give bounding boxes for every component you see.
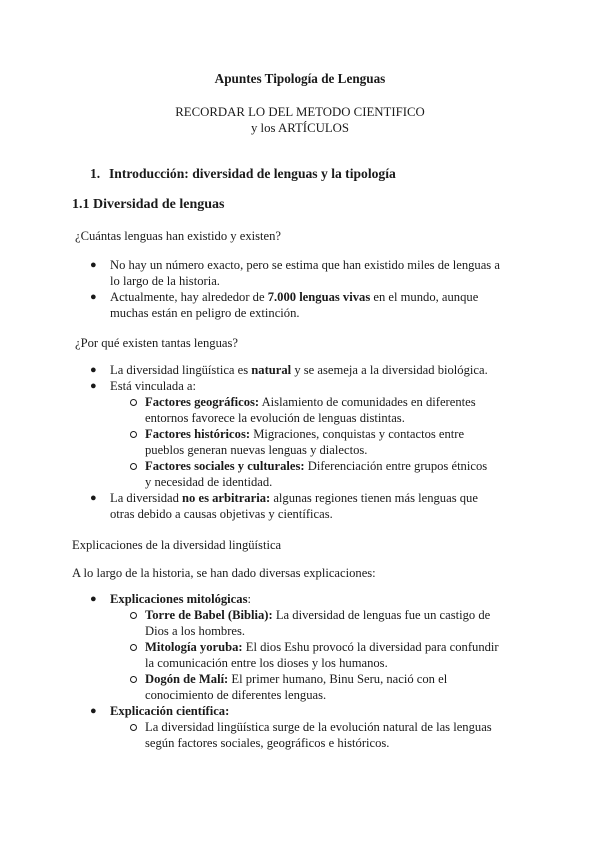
bullet-icon: ● <box>90 364 97 376</box>
q2-bullet-3-line-2: otras debido a causas objetivas y científicas. <box>110 507 333 521</box>
question-2: ¿Por qué existen tantas lenguas? <box>75 336 238 350</box>
q2-bullet-2: Está vinculada a: <box>110 379 197 393</box>
q1-bullet-2-line-2: muchas están en peligro de extinción. <box>110 306 300 320</box>
mythological-heading: Explicaciones mitológicas: <box>110 592 251 606</box>
q2-sub-3-line-1: Factores sociales y culturales: Diferenciación entre grupos étnicos <box>145 459 488 473</box>
q2-bullet-3-line-1: La diversidad no es arbitraria: algunas regiones tienen más lenguas que <box>110 491 478 505</box>
q2-bullet-1: La diversidad lingüística es natural y se asemeja a la diversidad biológica. <box>110 363 488 377</box>
question-1: ¿Cuántas lenguas han existido y existen? <box>75 229 281 243</box>
myth-sub-3-line-1: Dogón de Malí: El primer humano, Binu Seru, nació con el <box>145 672 448 686</box>
myth-sub-2-line-1: Mitología yoruba: El dios Eshu provocó la diversidad para confundir <box>145 640 499 654</box>
q1-bullet-2-line-1: Actualmente, hay alrededor de 7.000 lenguas vivas en el mundo, aunque <box>110 290 479 304</box>
q2-sub-1-line-1: Factores geográficos: Aislamiento de comunidades en diferentes <box>145 395 476 409</box>
scientific-heading: Explicación científica: <box>110 704 230 718</box>
sub-bullet-icon <box>130 612 137 619</box>
myth-sub-2-line-2: la comunicación entre los dioses y los humanos. <box>145 656 388 670</box>
sci-sub-1-line-1: La diversidad lingüística surge de la evolución natural de las lenguas <box>145 720 492 734</box>
section-title: Introducción: diversidad de lenguas y la tipología <box>109 166 396 181</box>
q2-sub-2-line-1: Factores históricos: Migraciones, conquistas y contactos entre <box>145 427 465 441</box>
explanations-intro: A lo largo de la historia, se han dado diversas explicaciones: <box>72 566 376 580</box>
note-line-1: RECORDAR LO DEL METODO CIENTIFICO <box>175 105 425 119</box>
bullet-icon: ● <box>90 705 97 717</box>
sub-bullet-icon <box>130 431 137 438</box>
myth-sub-1-line-1: Torre de Babel (Biblia): La diversidad de lenguas fue un castigo de <box>145 608 491 622</box>
q2-sub-2-line-2: pueblos generan nuevas lenguas y dialectos. <box>145 443 368 457</box>
myth-sub-1-line-2: Dios a los hombres. <box>145 624 246 638</box>
section-number: 1. <box>90 166 101 181</box>
bullet-icon: ● <box>90 380 97 392</box>
q2-sub-1-line-2: entornos favorece la evolución de lenguas distintas. <box>145 411 405 425</box>
subsection-title: 1.1 Diversidad de lenguas <box>72 197 225 212</box>
sub-bullet-icon <box>130 399 137 406</box>
note-line-2: y los ARTÍCULOS <box>250 121 350 135</box>
sci-sub-1-line-2: según factores sociales, geográficos e históricos. <box>145 736 390 750</box>
doc-title: Apuntes Tipología de Lenguas <box>214 71 386 86</box>
explanations-heading: Explicaciones de la diversidad lingüística <box>72 538 282 552</box>
myth-sub-3-line-2: conocimiento de diferentes lenguas. <box>145 688 327 702</box>
q1-bullet-1-line-2: lo largo de la historia. <box>110 274 220 288</box>
q2-sub-3-line-2: y necesidad de identidad. <box>145 475 273 489</box>
bullet-icon: ● <box>90 593 97 605</box>
sub-bullet-icon <box>130 644 137 651</box>
sub-bullet-icon <box>130 724 137 731</box>
sub-bullet-icon <box>130 676 137 683</box>
bullet-icon: ● <box>90 492 97 504</box>
q1-bullet-1-line-1: No hay un número exacto, pero se estima que han existido miles de lenguas a <box>110 258 500 272</box>
sub-bullet-icon <box>130 463 137 470</box>
bullet-icon: ● <box>90 259 97 271</box>
bullet-icon: ● <box>90 291 97 303</box>
